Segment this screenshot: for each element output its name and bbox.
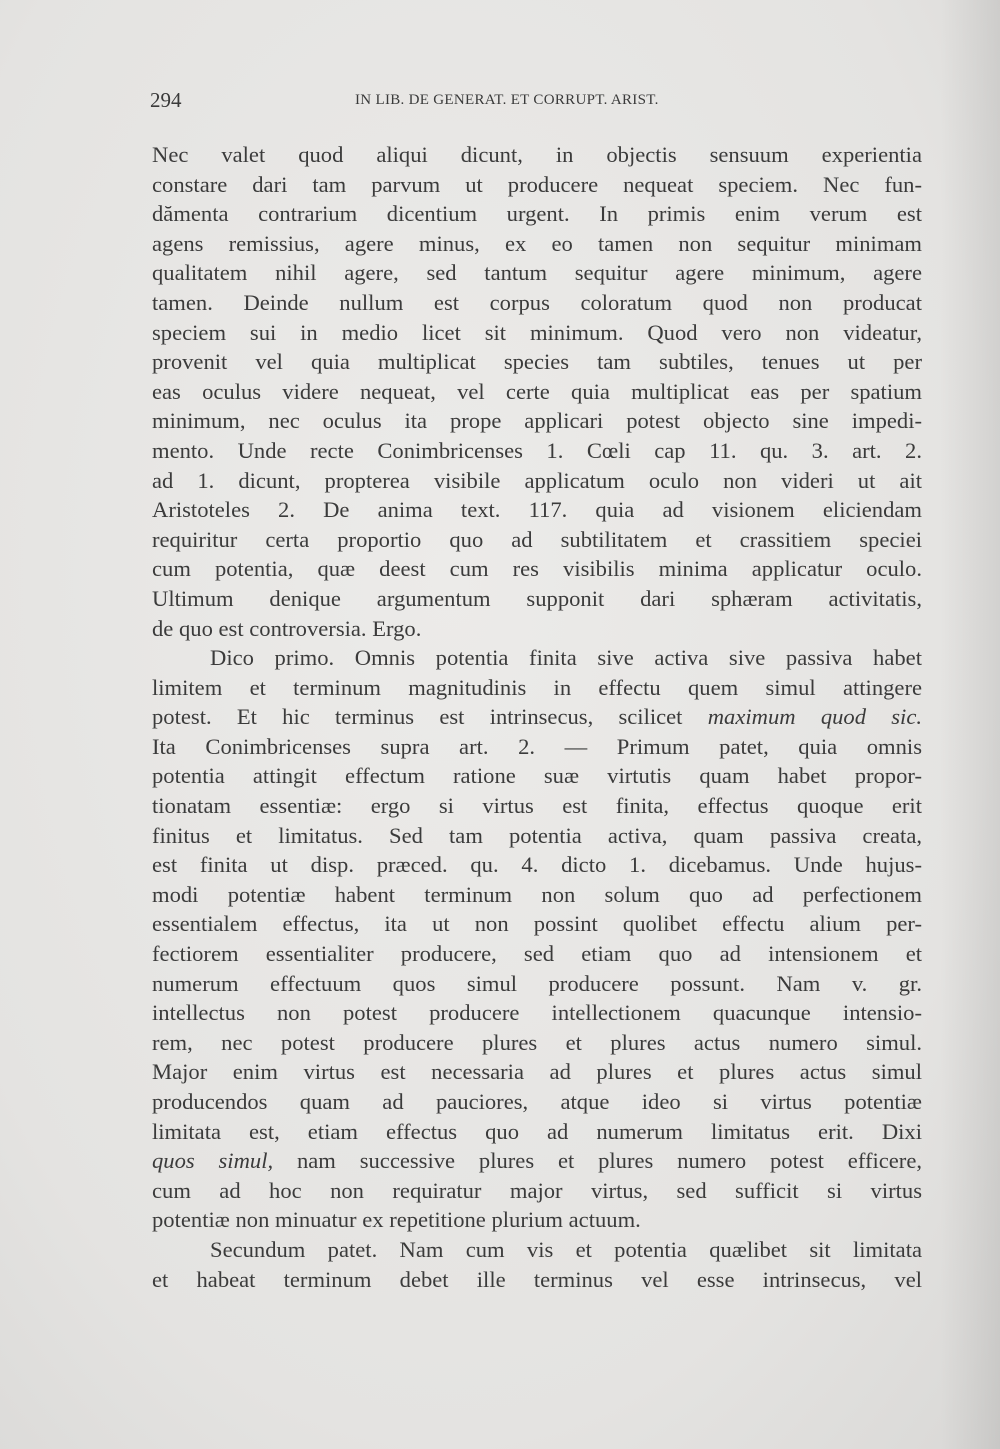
text-line: ad 1. dicunt, propterea visibile applicatum oculo non videri ut ait	[152, 467, 922, 493]
text-line: minimum, nec oculus ita prope applicari potest objecto sine impedi-	[152, 408, 922, 434]
body-text	[152, 140, 922, 1294]
text-line: Ultimum denique argumentum supponit dari sphæram activitatis,	[152, 585, 922, 611]
text-line: limitata est, etiam effectus quo ad numerum limitatus erit. Dixi	[152, 1118, 922, 1144]
text-span: potest. Et hic terminus est intrinsecus, scilicet	[152, 704, 708, 730]
text-line: cum potentia, quæ deest cum res visibilis minima applicatur oculo.	[152, 556, 922, 582]
text-line: producendos quam ad pauciores, atque ideo si virtus potentiæ	[152, 1089, 922, 1114]
text-line: eas oculus videre nequeat, vel certe quia multiplicat eas per spatium	[152, 378, 922, 404]
text-line: et habeat terminum debet ille terminus vel esse intrinsecus, vel	[152, 1266, 922, 1292]
text-line	[152, 702, 922, 732]
text-line: agens remissius, agere minus, ex eo tamen non sequitur minimam	[152, 230, 922, 256]
text-line: qualitatem nihil agere, sed tantum sequitur agere minimum, agere	[152, 260, 922, 286]
text-line: Major enim virtus est necessaria ad plures et plures actus simul	[152, 1059, 922, 1085]
text-line: Secundum patet. Nam cum vis et potentia quælibet sit limitata	[210, 1236, 922, 1262]
page-edge-shadow	[940, 0, 1000, 1449]
page-number: 294	[150, 88, 182, 112]
text-line: modi potentiæ habent terminum non solum quo ad perfectionem	[152, 881, 922, 907]
text-line: Ita Conimbricenses supra art. 2. — Primum patet, quia omnis	[152, 733, 922, 759]
text-line: potentiæ non minuatur ex repetitione plurium actuum.	[152, 1207, 641, 1233]
text-line: intellectus non potest producere intellectionem quacunque intensio-	[152, 1000, 922, 1026]
running-head	[150, 88, 920, 116]
text-line: requiritur certa proportio quo ad subtilitatem et crassitiem speciei	[152, 526, 922, 552]
text-line: constare dari tam parvum ut producere nequeat speciem. Nec fun-	[152, 171, 922, 197]
text-span: nam successive plures et plures numero potest efficere,	[273, 1148, 922, 1174]
text-line: dămenta contrarium dicentium urgent. In primis enim verum est	[152, 201, 922, 227]
italic-phrase: quos simul,	[152, 1148, 274, 1174]
text-line	[152, 1146, 922, 1176]
italic-phrase: maximum quod sic.	[707, 704, 922, 730]
text-line: cum ad hoc non requiratur major virtus, sed sufficit si virtus	[152, 1177, 922, 1203]
text-line: Dico primo. Omnis potentia finita sive activa sive passiva habet	[210, 645, 922, 671]
text-line: Nec valet quod aliqui dicunt, in objectis sensuum experientia	[152, 142, 922, 167]
text-line: Aristoteles 2. De anima text. 117. quia ad visionem eliciendam	[152, 497, 922, 523]
text-line: tionatam essentiæ: ergo si virtus est finita, effectus quoque erit	[152, 793, 922, 819]
running-title: IN LIB. DE GENERAT. ET CORRUPT. ARIST.	[355, 92, 659, 108]
text-line: mento. Unde recte Conimbricenses 1. Cœli cap 11. qu. 3. art. 2.	[152, 437, 922, 463]
text-line: finitus et limitatus. Sed tam potentia activa, quam passiva creata,	[152, 822, 922, 848]
text-line: potentia attingit effectum ratione suæ virtutis quam habet propor-	[152, 763, 922, 789]
text-line: est finita ut disp. præced. qu. 4. dicto 1. dicebamus. Unde hujus-	[152, 852, 922, 878]
text-line: numerum effectuum quos simul producere possunt. Nam v. gr.	[152, 970, 922, 996]
text-line: rem, nec potest producere plures et plures actus numero simul.	[152, 1029, 922, 1055]
text-line: essentialem effectus, ita ut non possint quolibet effectu alium per-	[152, 911, 922, 937]
text-line: tamen. Deinde nullum est corpus coloratum quod non producat	[152, 289, 922, 315]
text-line: limitem et terminum magnitudinis in effectu quem simul attingere	[152, 674, 922, 700]
text-line: speciem sui in medio licet sit minimum. Quod vero non videatur,	[152, 319, 922, 345]
text-line: provenit vel quia multiplicat species tam subtiles, tenues ut per	[152, 349, 922, 375]
text-line: de quo est controversia. Ergo.	[152, 615, 422, 641]
text-line: fectiorem essentialiter producere, sed etiam quo ad intensionem et	[152, 941, 922, 967]
